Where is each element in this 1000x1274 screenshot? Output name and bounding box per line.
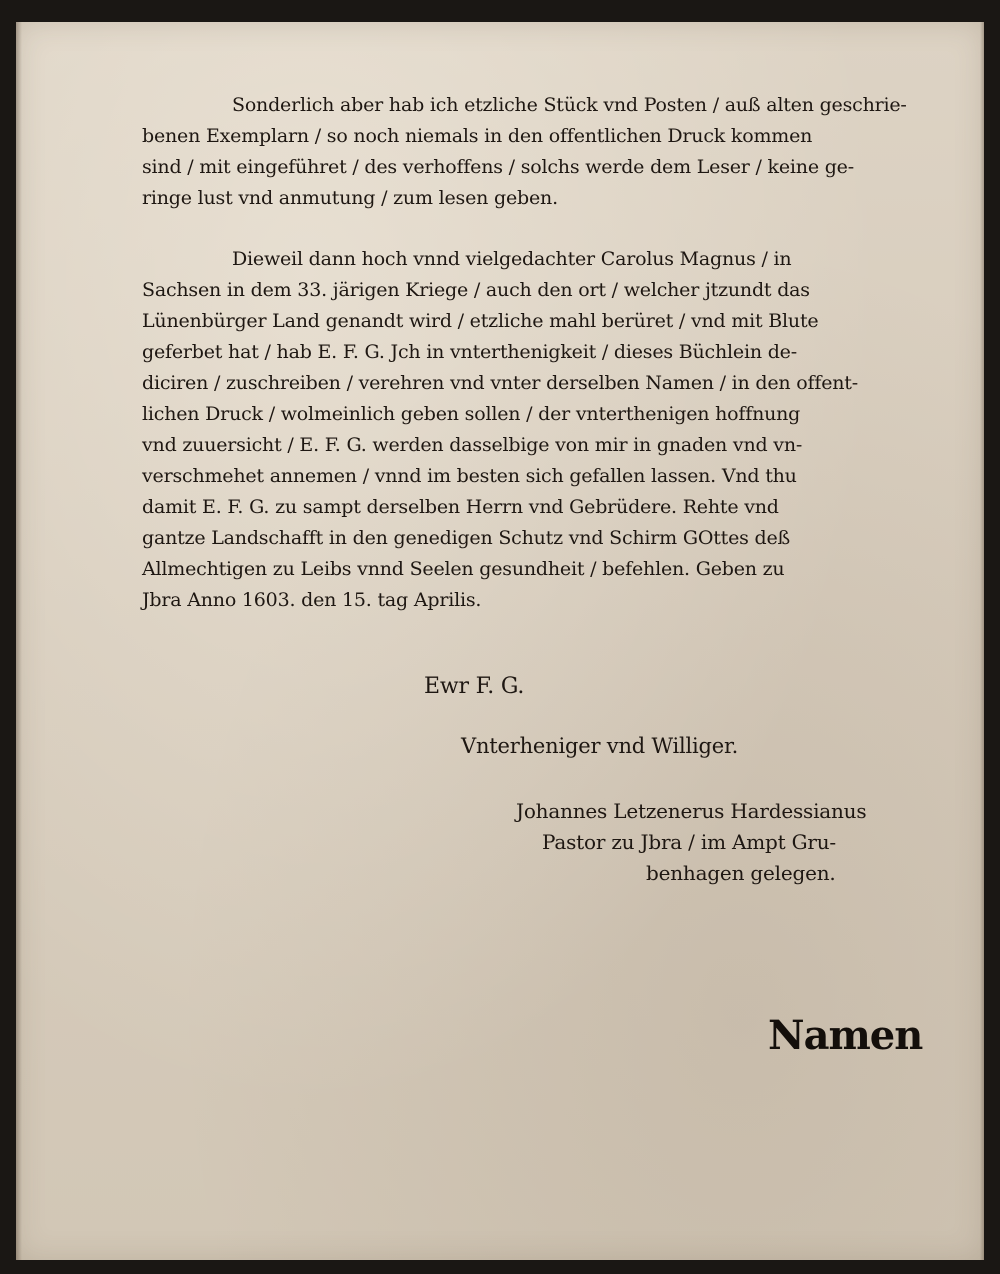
paragraph-2-line: Allmechtigen zu Leibs vnnd Seelen gesundheit / befehlen. Geben zu	[142, 558, 785, 580]
signature-line: Pastor zu Jbra / im Ampt Gru-	[542, 830, 836, 854]
signature-line: Johannes Letzenerus Hardessianus	[516, 799, 867, 823]
paragraph-2-line: geferbet hat / hab E. F. G. Jch in vnterthenigkeit / dieses Büchlein de-	[142, 341, 797, 363]
paragraph-2-line: Lünenbürger Land genandt wird / etzliche mahl berüret / vnd mit Blute	[142, 310, 819, 332]
page-edge-shadow-right	[980, 22, 984, 1260]
paragraph-1-line: Sonderlich aber hab ich etzliche Stück vnd Posten / auß alten geschrie-	[232, 94, 907, 116]
signature-block	[516, 794, 866, 887]
paragraph-2-line: diciren / zuschreiben / verehren vnd vnter derselben Namen / in den offent-	[142, 372, 858, 394]
paragraph-2-line: Jbra Anno 1603. den 15. tag Aprilis.	[142, 589, 482, 611]
paragraph-1-line: sind / mit eingeführet / des verhoffens / solchs werde dem Leser / keine ge-	[142, 156, 854, 178]
paragraph-2	[142, 244, 858, 616]
paragraph-2-line: lichen Druck / wolmeinlich geben sollen / der vnterthenigen hoffnung	[142, 403, 801, 425]
page-edge-shadow-left	[16, 22, 22, 1260]
paragraph-1	[142, 90, 907, 214]
paragraph-2-line: verschmehet annemen / vnnd im besten sich gefallen lassen. Vnd thu	[142, 465, 797, 487]
document-page	[16, 22, 984, 1260]
paragraph-1-line: ringe lust vnd anmutung / zum lesen geben.	[142, 187, 558, 209]
paragraph-2-line: Dieweil dann hoch vnnd vielgedachter Carolus Magnus / in	[232, 248, 792, 270]
catchword: Namen	[768, 1012, 923, 1059]
paragraph-2-line: Sachsen in dem 33. järigen Kriege / auch den ort / welcher jtzundt das	[142, 279, 810, 301]
closing-salutation: Ewr F. G.	[424, 674, 525, 699]
signature-line: benhagen gelegen.	[646, 861, 836, 885]
paragraph-2-line: vnd zuuersicht / E. F. G. werden dasselbige von mir in gnaden vnd vn-	[142, 434, 803, 456]
closing-subscription: Vnterheniger vnd Williger.	[461, 734, 739, 758]
paragraph-1-line: benen Exemplarn / so noch niemals in den offentlichen Druck kommen	[142, 125, 813, 147]
paragraph-2-line: damit E. F. G. zu sampt derselben Herrn vnd Gebrüdere. Rehte vnd	[142, 496, 779, 518]
paragraph-2-line: gantze Landschafft in den genedigen Schutz vnd Schirm GOttes deß	[142, 527, 790, 549]
